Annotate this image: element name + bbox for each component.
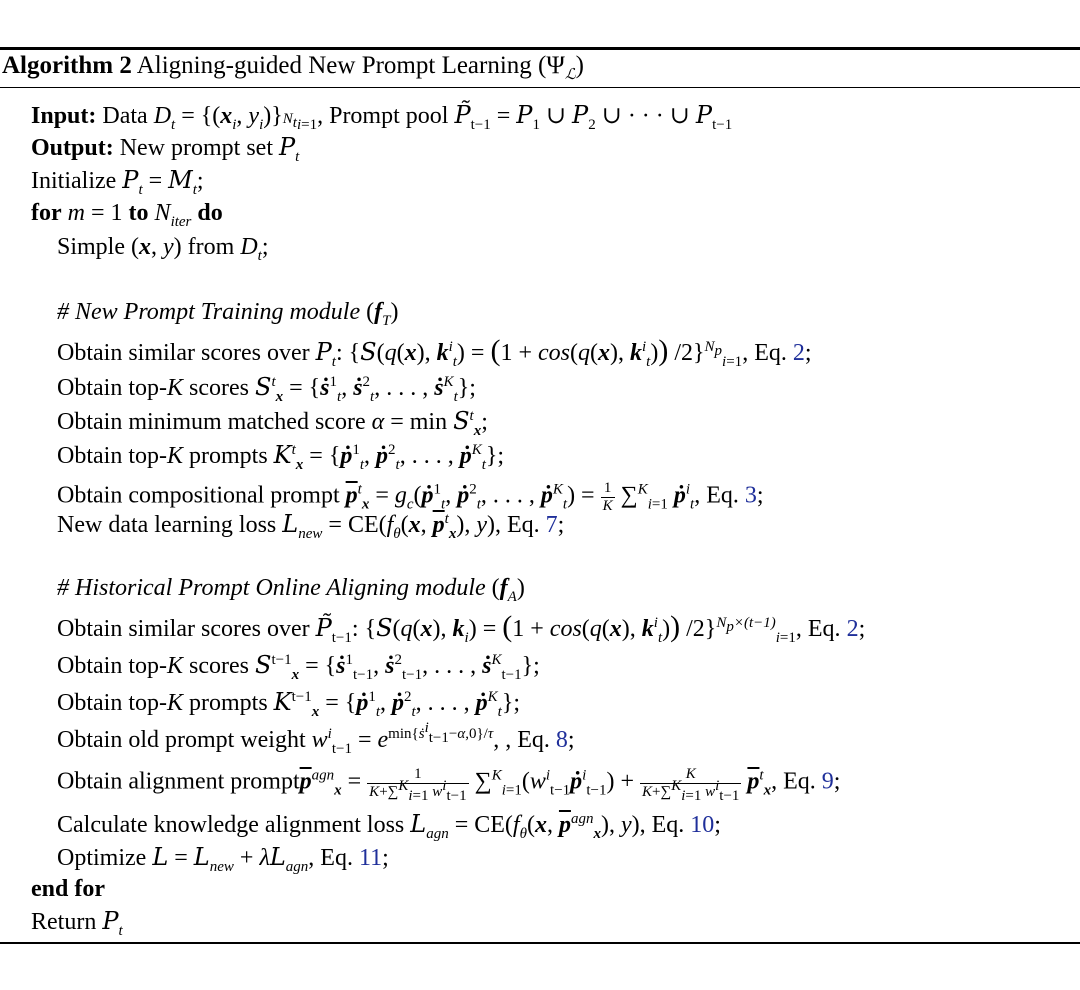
similar-scores-pool-line: Obtain similar scores over $P̃_{t-1}$: {S(q(x), $k_i) = (1 + \cos(q(x)$, $k^i_t$)) /2}$^{N_p\times(t-1)}_{i=1}$, Eq. 2;: [57, 610, 866, 646]
init-line: Initialize $P_t = M_t$;: [31, 166, 204, 198]
bottom-rule: [0, 942, 1080, 944]
alignment-prompt-line: Obtain alignment $prompt\overline{p}^{agn}_x$ = $\frac{1}{K+\sum^K_{i=1} w^i_{t-1}}$ $\sum^K_{i=1}(w^i_{t-1}ṗ^i_{t-1})$ + $\frac{K}{K+\sum^K_{i=1} w^i_{t-1}}$ $\overline{p}^t_x$, Eq. 9;: [57, 766, 841, 804]
new-loss-line: New data learning loss $L_{new} = CE(f_\theta(x$, $\overline{p}^t_x$), y), Eq. 7;: [57, 510, 565, 542]
eq-ref-3[interactable]: 3: [744, 482, 757, 509]
comment-new-prompt-training: # New Prompt Training module $(f_T)$: [57, 299, 399, 329]
eq-ref-2b[interactable]: 2: [846, 616, 859, 642]
eq-ref-8[interactable]: 8: [555, 727, 568, 753]
eq-ref-7[interactable]: 7: [545, 512, 558, 538]
topk-prompts-old-line: Obtain top-K prompts $K^{t-1}_x$ = {ṗ$^1_t$, ṗ$^2_t$, . . . , ṗ$^K_t$};: [57, 688, 521, 720]
output-line: Output: New prompt set $P_t$: [31, 133, 300, 165]
similar-scores-line: Obtain similar scores over $P_t$: {S(q(x), $k^i_t) = (1 + \cos(q(x)$, $k^i_t$)) /2}$^{N_p}_{i=1}$, Eq. 2;: [57, 334, 812, 370]
topk-scores-old-line: Obtain top-K scores $S^{t-1}_x$ = {ṡ$^1_{t-1}$, ṡ$^2_{t-1}$, . . . , ṡ$^K_{t-1}$};: [57, 651, 540, 683]
end-for-line: end for: [31, 876, 105, 902]
topk-scores-line: Obtain top-K scores $S^t_x$ = {ṡ$^1_t$, ṡ$^2_t$, . . . , ṡ$^K_t$};: [57, 373, 476, 405]
algorithm-title: Algorithm 2 Aligning-guided New Prompt Learning $(\Psi_ℒ)$: [2, 52, 584, 83]
sample-line: Simple (x, y) from $D_t$;: [57, 234, 269, 264]
comment-historical-aligning: # Historical Prompt Online Aligning module $(f_A)$: [57, 575, 525, 605]
optimize-line: Optimize $L = L_{new} + \lambda L_{agn}$, Eq. 11;: [57, 843, 389, 875]
alignment-loss-line: Calculate knowledge alignment loss $L_{agn} = CE(f_\theta(x$, $\overline{p}^{agn}_x$), y), Eq. 10;: [57, 810, 721, 842]
return-line: Return $P_t$: [31, 907, 123, 939]
eq-ref-11[interactable]: 11: [358, 845, 383, 871]
old-weight-line: Obtain old prompt weight $w^i_{t-1} = e^{min\{ṡ^i_{t-1}-\alpha,0\}/\tau}$, , Eq. 8;: [57, 720, 575, 757]
input-line: Input: Data $D_t = \{(x_i$, $y_i)\}_{^{N_t}i=1}$, Prompt pool $P̃_{t-1} = P_1$ ∪ $P_2$ ∪ · · · ∪ $P_{t-1}$: [31, 101, 733, 133]
eq-ref-2[interactable]: 2: [792, 340, 805, 366]
eq-ref-10[interactable]: 10: [690, 812, 715, 838]
algorithm-name: Aligning-guided New Prompt Learning (Ψ: [136, 52, 565, 79]
top-rule: [0, 47, 1080, 50]
topk-prompts-line: Obtain top-K prompts $K^t_x$ = {ṗ$^1_t$, ṗ$^2_t$, . . . , ṗ$^K_t$};: [57, 441, 505, 473]
eq-ref-9[interactable]: 9: [821, 768, 834, 795]
for-line: for m = 1 to $N_{iter}$ do: [31, 200, 223, 230]
compositional-prompt-line: Obtain compositional prompt $\overline{p}^t_x$ = $g_c(ṗ^1_t$, ṗ$^2_t$, . . . , ṗ$^K_t$) = $\frac{1}{K}$ ∑$^K_{i=1}$ ṗ$^i_t$, Eq. 3;: [57, 480, 764, 514]
algorithm-label: Algorithm 2: [2, 52, 132, 79]
min-score-line: Obtain minimum matched score $\alpha = \min S^t_x$;: [57, 407, 488, 439]
title-rule: [0, 87, 1080, 88]
